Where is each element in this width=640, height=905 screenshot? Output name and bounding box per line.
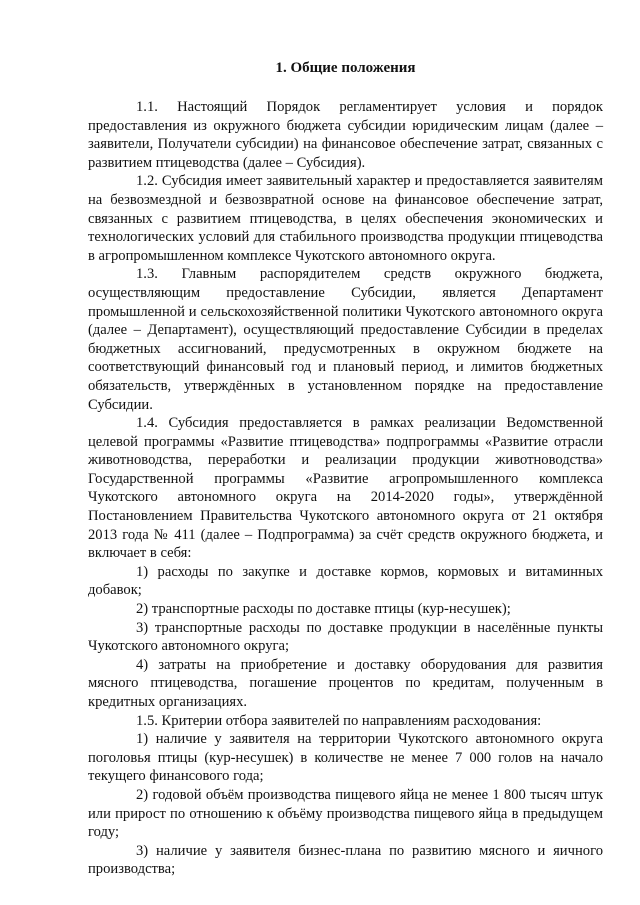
paragraph-1-2: 1.2. Субсидия имеет заявительный характер и предоставляется заявителям на безвозмездной и безвозвратной основе на финансовое обеспечение затрат, связанных с развитием птицеводства, в целях обеспечения экономических и технологических условий для стабильного производства продукции птицеводства в агропромышленном комплексе Чукотского автономного округа. xyxy=(88,173,603,264)
paragraph-1-3: 1.3. Главным распорядителем средств окружного бюджета, осуществляющим предоставление Субсидии, является Департамент промышленной и сельскохозяйственной политики Чукотского автономного округа (далее – Департамент), осуществляющий предоставление Субсидии в пределах бюджетных ассигнований, предусмотренных в окружном бюджете на соответствующий финансовый год и плановый период, и лимитов бюджетных обязательств, утверждённых в установленном порядке на предоставление Субсидии. xyxy=(88,266,603,413)
list-item-1-4-4: 4) затраты на приобретение и доставку оборудования для развития мясного птицеводства, погашение процентов по кредитам, полученным в кредитных организациях. xyxy=(88,656,603,710)
document-page xyxy=(88,58,603,879)
list-item-1-4-1: 1) расходы по закупке и доставке кормов, кормовых и витаминных добавок; xyxy=(88,563,603,599)
list-item-1-4-3: 3) транспортные расходы по доставке продукции в населённые пункты Чукотского автономного округа; xyxy=(88,619,603,655)
section-heading: 1. Общие положения xyxy=(275,60,416,76)
list-item-1-5-3: 3) наличие у заявителя бизнес-плана по развитию мясного и яичного производства; xyxy=(88,842,603,878)
paragraph-1-4: 1.4. Субсидия предоставляется в рамках реализации Ведомственной целевой программы «Развитие птицеводства» подпрограммы «Развитие отрасли животноводства, переработки и реализации продукции животноводства» Государственной программы «Развитие агропромышленного комплекса Чукотского автономного округа на 2014-2020 годы», утверждённой Постановлением Правительства Чукотского автономного округа от 21 октября 2013 года № 411 (далее – Подпрограмма) за счёт средств окружного бюджета, и включает в себя: xyxy=(88,415,603,562)
list-item-1-5-2: 2) годовой объём производства пищевого яйца не менее 1 800 тысяч штук или прирост по отношению к объёму производства пищевого яйца в предыдущем году; xyxy=(88,786,603,841)
paragraph-1-1: 1.1. Настоящий Порядок регламентирует условия и порядок предоставления из окружного бюджета субсидии юридическим лицам (далее – заявители, Получатели субсидии) на финансовое обеспечение затрат, связанных с развитием птицеводства (далее – Субсидия). xyxy=(88,99,603,171)
paragraph-1-5: 1.5. Критерии отбора заявителей по направлениям расходования: xyxy=(136,712,542,729)
list-item-1-5-1: 1) наличие у заявителя на территории Чукотского автономного округа поголовья птицы (кур-несушек) в количестве не менее 7 000 голов на начало текущего финансового года; xyxy=(88,731,603,785)
list-item-1-4-2: 2) транспортные расходы по доставке птицы (кур-несушек); xyxy=(136,601,511,618)
